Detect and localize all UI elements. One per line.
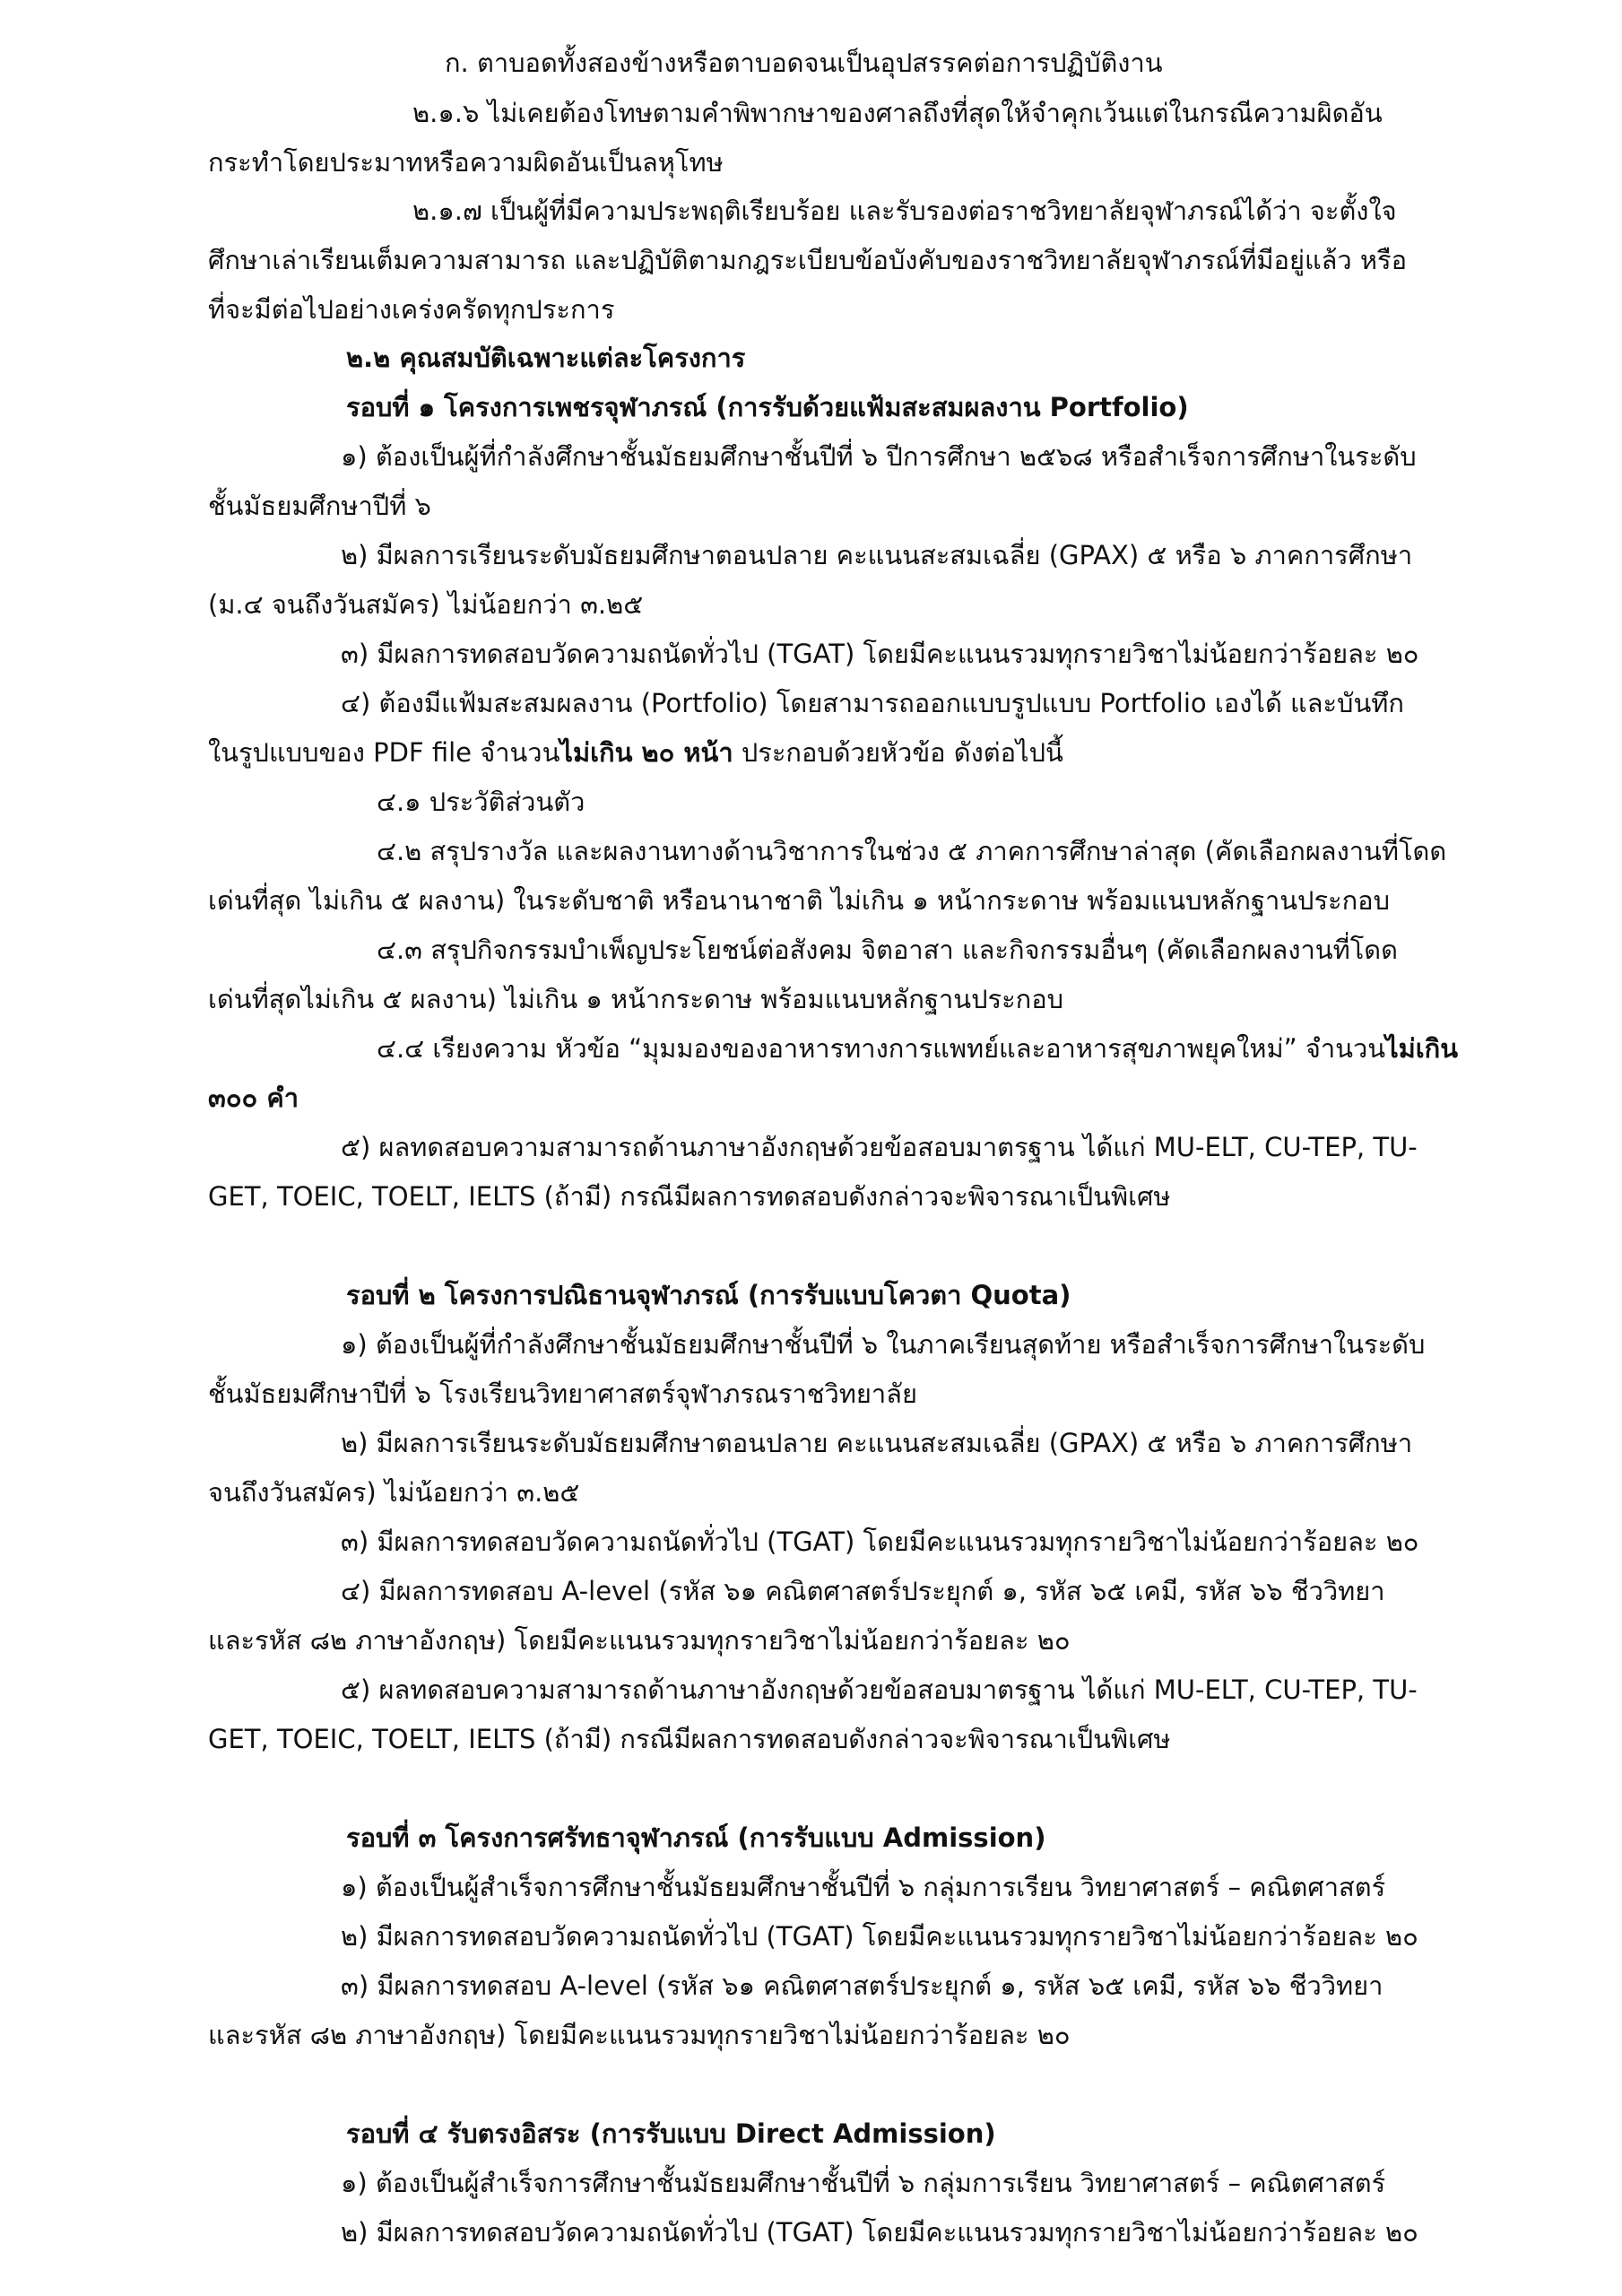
text-line: ศึกษาเล่าเรียนเต็มความสามารถ และปฏิบัติตามกฎระเบียบข้อบังคับของราชวิทยาลัยจุฬาภรณ์ที่มีอยู่แล้ว หรือ	[208, 245, 1408, 275]
emphasis-line: ๓๐๐ คำ	[208, 1083, 299, 1113]
text-line: ๒) มีผลการเรียนระดับมัธยมศึกษาตอนปลาย คะแนนสะสมเฉลี่ย (GPAX) ๕ หรือ ๖ ภาคการศึกษา	[341, 540, 1413, 570]
round-heading: รอบที่ ๑ โครงการเพชรจุฬาภรณ์ (การรับด้วยแฟ้มสะสมผลงาน Portfolio)	[346, 392, 1189, 422]
round-heading: รอบที่ ๔ รับตรงอิสระ (การรับแบบ Direct Admission)	[346, 2118, 996, 2149]
text-line: ๒.๑.๗ เป็นผู้ที่มีความประพฤติเรียบร้อย และรับรองต่อราชวิทยาลัยจุฬาภรณ์ได้ว่า จะตั้งใจ	[412, 196, 1397, 226]
text-line: และรหัส ๘๒ ภาษาอังกฤษ) โดยมีคะแนนรวมทุกรายวิชาไม่น้อยกว่าร้อยละ ๒๐	[208, 1625, 1071, 1656]
text-line: และรหัส ๘๒ ภาษาอังกฤษ) โดยมีคะแนนรวมทุกรายวิชาไม่น้อยกว่าร้อยละ ๒๐	[208, 2020, 1071, 2050]
section-heading: ๒.๒ คุณสมบัติเฉพาะแต่ละโครงการ	[346, 343, 746, 373]
text-line: GET, TOEIC, TOELT, IELTS (ถ้ามี) กรณีมีผลการทดสอบดังกล่าวจะพิจารณาเป็นพิเศษ	[208, 1724, 1171, 1754]
text-line: กระทำโดยประมาทหรือความผิดอันเป็นลหุโทษ	[208, 147, 724, 178]
text-line: (ม.๔ จนถึงวันสมัคร) ไม่น้อยกว่า ๓.๒๕	[208, 589, 644, 620]
text-run: ประกอบด้วยหัวข้อ ดังต่อไปนี้	[733, 737, 1063, 768]
text-line: ๓) มีผลการทดสอบวัดความถนัดทั่วไป (TGAT) โดยมีคะแนนรวมทุกรายวิชาไม่น้อยกว่าร้อยละ ๒๐	[341, 1526, 1419, 1557]
text-line: ๑) ต้องเป็นผู้สำเร็จการศึกษาชั้นมัธยมศึกษาชั้นปีที่ ๖ กลุ่มการเรียน วิทยาศาสตร์ – คณิตศาสตร์	[341, 1872, 1386, 1902]
text-line: ๔) ต้องมีแฟ้มสะสมผลงาน (Portfolio) โดยสามารถออกแบบรูปแบบ Portfolio เองได้ และบันทึก	[341, 688, 1404, 718]
text-line: ๔.๓ สรุปกิจกรรมบำเพ็ญประโยชน์ต่อสังคม จิตอาสา และกิจกรรมอื่นๆ (คัดเลือกผลงานที่โดด	[377, 935, 1398, 965]
text-line: ๔) มีผลการทดสอบ A-level (รหัส ๖๑ คณิตศาสตร์ประยุกต์ ๑, รหัส ๖๕ เคมี, รหัส ๖๖ ชีววิทยา	[341, 1576, 1385, 1606]
text-line: ๔.๑ ประวัติส่วนตัว	[377, 787, 585, 817]
text-line: ๑) ต้องเป็นผู้ที่กำลังศึกษาชั้นมัธยมศึกษาชั้นปีที่ ๖ ในภาคเรียนสุดท้าย หรือสำเร็จการศึกษาในระดับ	[341, 1329, 1426, 1360]
text-line: ที่จะมีต่อไปอย่างเคร่งครัดทุกประการ	[208, 294, 615, 325]
text-line: ๑) ต้องเป็นผู้สำเร็จการศึกษาชั้นมัธยมศึกษาชั้นปีที่ ๖ กลุ่มการเรียน วิทยาศาสตร์ – คณิตศาสตร์	[341, 2168, 1386, 2198]
text-line	[208, 735, 1063, 770]
text-line: ๒) มีผลการเรียนระดับมัธยมศึกษาตอนปลาย คะแนนสะสมเฉลี่ย (GPAX) ๕ หรือ ๖ ภาคการศึกษา	[341, 1428, 1413, 1458]
round-heading: รอบที่ ๒ โครงการปณิธานจุฬาภรณ์ (การรับแบบโควตา Quota)	[346, 1280, 1071, 1310]
text-line: ๕) ผลทดสอบความสามารถด้านภาษาอังกฤษด้วยข้อสอบมาตรฐาน ได้แก่ MU-ELT, CU-TEP, TU-	[341, 1674, 1418, 1705]
text-line: เด่นที่สุด ไม่เกิน ๕ ผลงาน) ในระดับชาติ หรือนานาชาติ ไม่เกิน ๑ หน้ากระดาษ พร้อมแนบหลักฐานประกอบ	[208, 885, 1390, 916]
text-line: ๒) มีผลการทดสอบวัดความถนัดทั่วไป (TGAT) โดยมีคะแนนรวมทุกรายวิชาไม่น้อยกว่าร้อยละ ๒๐	[341, 1921, 1418, 1952]
text-line: ก. ตาบอดทั้งสองข้างหรือตาบอดจนเป็นอุปสรรคต่อการปฏิบัติงาน	[445, 48, 1163, 78]
text-line: ชั้นมัธยมศึกษาปีที่ ๖ โรงเรียนวิทยาศาสตร์จุฬาภรณราชวิทยาลัย	[208, 1378, 917, 1409]
text-run: ๔.๔ เรียงความ หัวข้อ “มุมมองของอาหารทางการแพทย์และอาหารสุขภาพยุคใหม่” จำนวน	[377, 1033, 1386, 1064]
text-line: ชั้นมัธยมศึกษาปีที่ ๖	[208, 491, 431, 521]
text-line: ๕) ผลทดสอบความสามารถด้านภาษาอังกฤษด้วยข้อสอบมาตรฐาน ได้แก่ MU-ELT, CU-TEP, TU-	[341, 1132, 1418, 1162]
text-line: ๓) มีผลการทดสอบวัดความถนัดทั่วไป (TGAT) โดยมีคะแนนรวมทุกรายวิชาไม่น้อยกว่าร้อยละ ๒๐	[341, 639, 1419, 669]
text-line: เด่นที่สุดไม่เกิน ๕ ผลงาน) ไม่เกิน ๑ หน้ากระดาษ พร้อมแนบหลักฐานประกอบ	[208, 984, 1064, 1014]
text-line	[377, 1031, 1458, 1066]
emphasis-text: ไม่เกิน ๒๐ หน้า	[559, 737, 733, 768]
emphasis-text: ไม่เกิน	[1385, 1033, 1459, 1064]
text-line: จนถึงวันสมัคร) ไม่น้อยกว่า ๓.๒๕	[208, 1477, 580, 1508]
round-heading: รอบที่ ๓ โครงการศรัทธาจุฬาภรณ์ (การรับแบบ Admission)	[346, 1822, 1046, 1853]
text-line: ๔.๒ สรุปรางวัล และผลงานทางด้านวิชาการในช่วง ๕ ภาคการศึกษาล่าสุด (คัดเลือกผลงานที่โดด	[377, 836, 1447, 866]
text-line: ๓) มีผลการทดสอบ A-level (รหัส ๖๑ คณิตศาสตร์ประยุกต์ ๑, รหัส ๖๕ เคมี, รหัส ๖๖ ชีววิทยา	[341, 1970, 1383, 2001]
text-run: ในรูปแบบของ PDF file จำนวน	[208, 737, 560, 768]
text-line: ๒) มีผลการทดสอบวัดความถนัดทั่วไป (TGAT) โดยมีคะแนนรวมทุกรายวิชาไม่น้อยกว่าร้อยละ ๒๐	[341, 2217, 1418, 2248]
text-line: ๒.๑.๖ ไม่เคยต้องโทษตามคำพิพากษาของศาลถึงที่สุดให้จำคุกเว้นแต่ในกรณีความผิดอัน	[412, 98, 1383, 128]
text-line: GET, TOEIC, TOELT, IELTS (ถ้ามี) กรณีมีผลการทดสอบดังกล่าวจะพิจารณาเป็นพิเศษ	[208, 1181, 1171, 1212]
text-line: ๑) ต้องเป็นผู้ที่กำลังศึกษาชั้นมัธยมศึกษาชั้นปีที่ ๖ ปีการศึกษา ๒๕๖๘ หรือสำเร็จการศึกษาในระดับ	[341, 441, 1417, 472]
